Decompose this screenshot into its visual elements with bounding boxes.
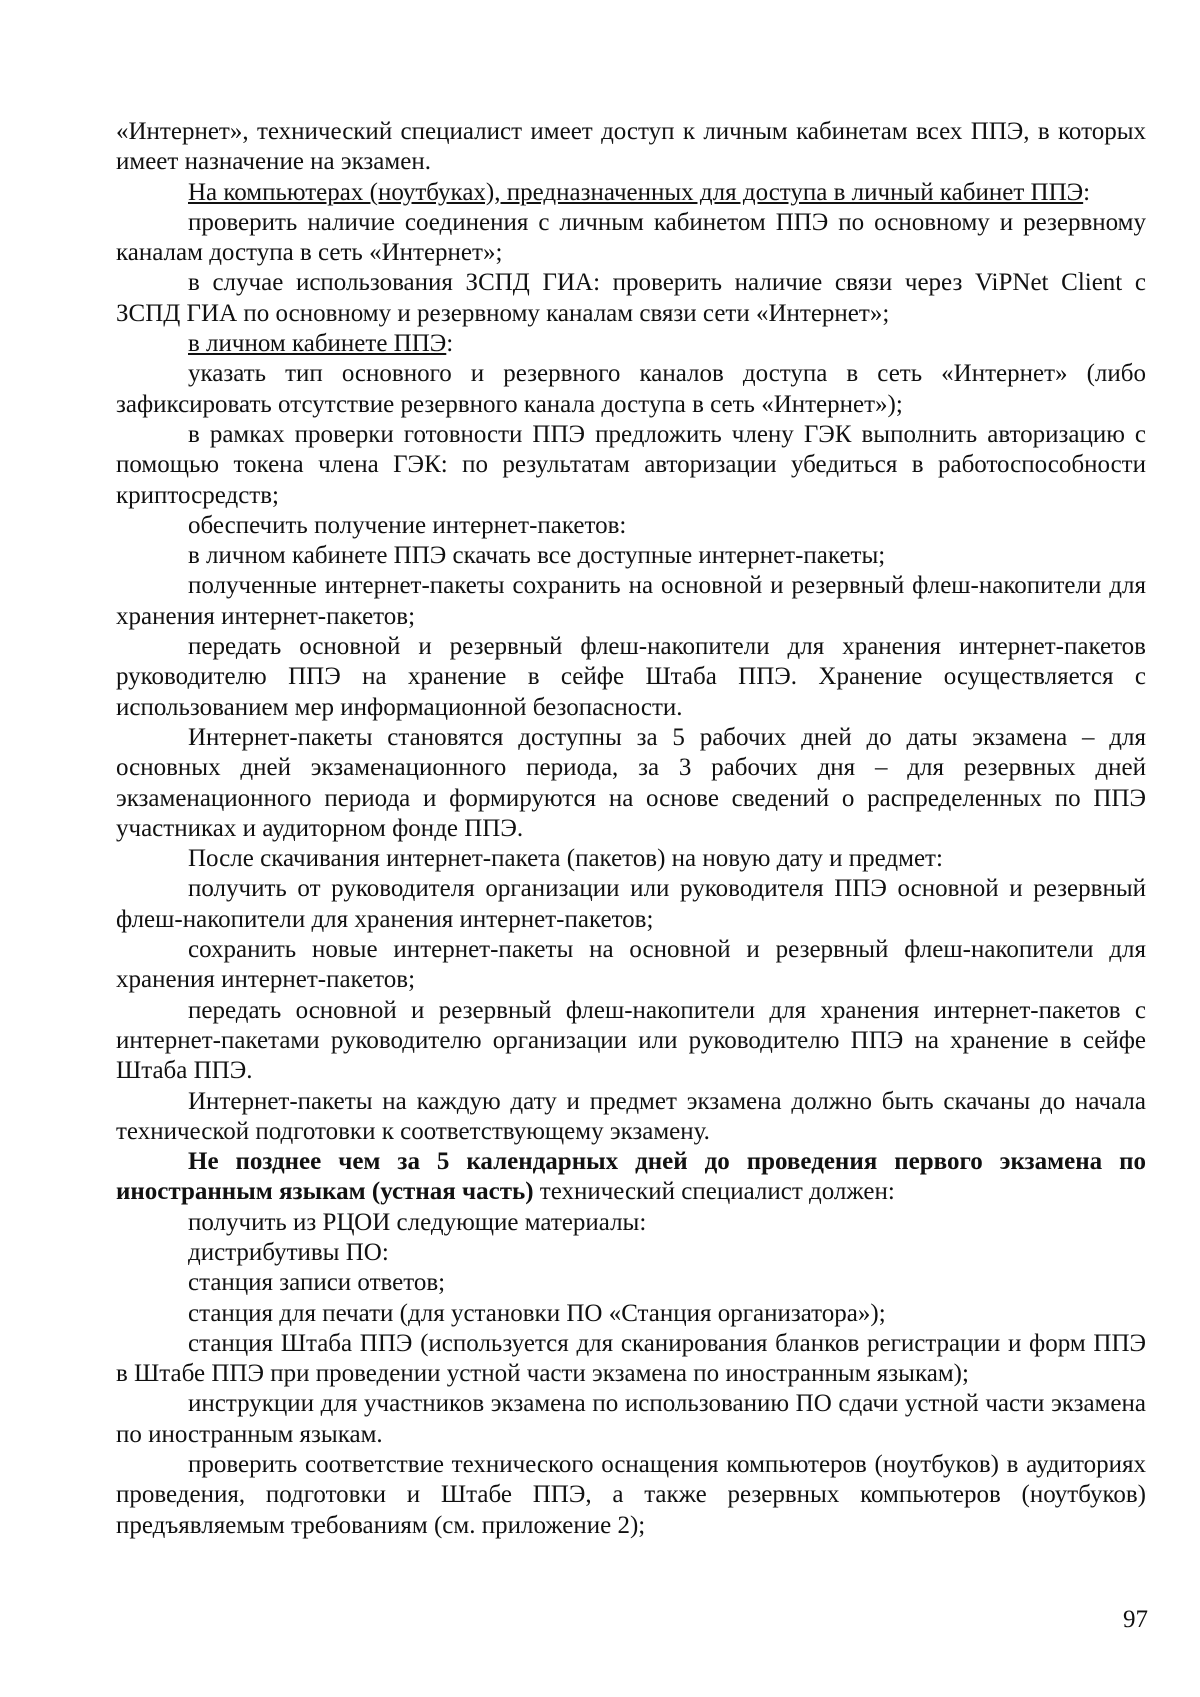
paragraph: станция Штаба ППЭ (используется для сканирования бланков регистрации и форм ППЭ в Штабе ППЭ при проведении устной части экзамена по иностранным языкам);: [116, 1329, 1146, 1388]
paragraph: получить из РЦОИ следующие материалы:: [188, 1208, 647, 1236]
heading-colon: :: [1083, 178, 1091, 206]
paragraph: получить от руководителя организации или руководителя ППЭ основной и резервный флеш-накопители для хранения интернет-пакетов;: [116, 875, 1146, 933]
paragraph: проверить наличие соединения с личным кабинетом ППЭ по основному и резервному каналам доступа в сеть «Интернет»;: [116, 208, 1146, 267]
paragraph: полученные интернет-пакеты сохранить на основной и резервный флеш-накопители для хранения интернет-пакетов;: [116, 572, 1146, 630]
paragraph: проверить соответствие технического оснащения компьютеров (ноутбуков) в аудиториях проведения, подготовки и Штабе ППЭ, а также резервных компьютеров (ноутбуков) предъявляемым требованиям (см. приложение 2);: [116, 1451, 1146, 1539]
document-body: [116, 117, 1146, 1541]
underlined-heading: На компьютерах (ноутбуках), предназначенных для доступа в личный кабинет ППЭ: [188, 178, 1084, 206]
paragraph: обеспечить получение интернет-пакетов:: [188, 511, 627, 539]
paragraph: «Интернет», технический специалист имеет доступ к личным кабинетам всех ППЭ, в которых имеет назначение на экзамен.: [116, 118, 1146, 176]
paragraph: в рамках проверки готовности ППЭ предложить члену ГЭК выполнить авторизацию с помощью токена члена ГЭК: по результатам авторизации убедиться в работоспособности криптосредств;: [116, 420, 1146, 509]
heading-colon: :: [446, 330, 454, 358]
paragraph: передать основной и резервный флеш-накопители для хранения интернет-пакетов руководителю ППЭ на хранение в сейфе Штаба ППЭ. Хранение осуществляется с использованием мер информационной безопасности.: [116, 633, 1146, 721]
paragraph: инструкции для участников экзамена по использованию ПО сдачи устной части экзамена по иностранным языкам.: [116, 1390, 1146, 1448]
paragraph: Интернет-пакеты на каждую дату и предмет экзамена должно быть скачаны до начала технической подготовки к соответствующему экзамену.: [116, 1087, 1146, 1145]
paragraph: станция для печати (для установки ПО «Станция организатора»);: [188, 1299, 886, 1327]
paragraph-heading-computers: [116, 178, 1146, 208]
bold-deadline-text: Не позднее чем за 5 календарных дней до проведения первого экзамена по иностранным языкам (устная часть): [116, 1148, 1146, 1206]
paragraph: сохранить новые интернет-пакеты на основной и резервный флеш-накопители для хранения интернет-пакетов;: [116, 936, 1146, 994]
paragraph: указать тип основного и резервного каналов доступа в сеть «Интернет» (либо зафиксировать отсутствие резервного канала доступа в сеть «Интернет»);: [116, 360, 1146, 418]
page-number: 97: [1123, 1606, 1148, 1633]
paragraph: станция записи ответов;: [188, 1269, 446, 1297]
paragraph-deadline: [116, 1147, 1146, 1208]
paragraph: передать основной и резервный флеш-накопители для хранения интернет-пакетов с интернет-пакетами руководителю организации или руководителю ППЭ на хранение в сейфе Штаба ППЭ.: [116, 996, 1146, 1085]
paragraph: Интернет-пакеты становятся доступны за 5 рабочих дней до даты экзамена – для основных дней экзаменационного периода, за 3 рабочих дня – для резервных дней экзаменационного периода и формируются на основе сведений о распределенных по ППЭ участниках и аудиторном фонде ППЭ.: [116, 723, 1146, 842]
paragraph: в случае использования ЗСПД ГИА: проверить наличие связи через ViPNet Client с ЗСПД ГИА по основному и резервному каналам связи сети «Интернет»;: [116, 269, 1146, 327]
paragraph: в личном кабинете ППЭ скачать все доступные интернет-пакеты;: [188, 542, 886, 570]
paragraph-heading-cabinet: [116, 329, 1146, 359]
paragraph: дистрибутивы ПО:: [188, 1238, 389, 1266]
underlined-heading: в личном кабинете ППЭ: [188, 330, 447, 358]
paragraph: После скачивания интернет-пакета (пакетов) на новую дату и предмет:: [188, 845, 943, 873]
deadline-continuation: технический специалист должен:: [533, 1178, 895, 1206]
